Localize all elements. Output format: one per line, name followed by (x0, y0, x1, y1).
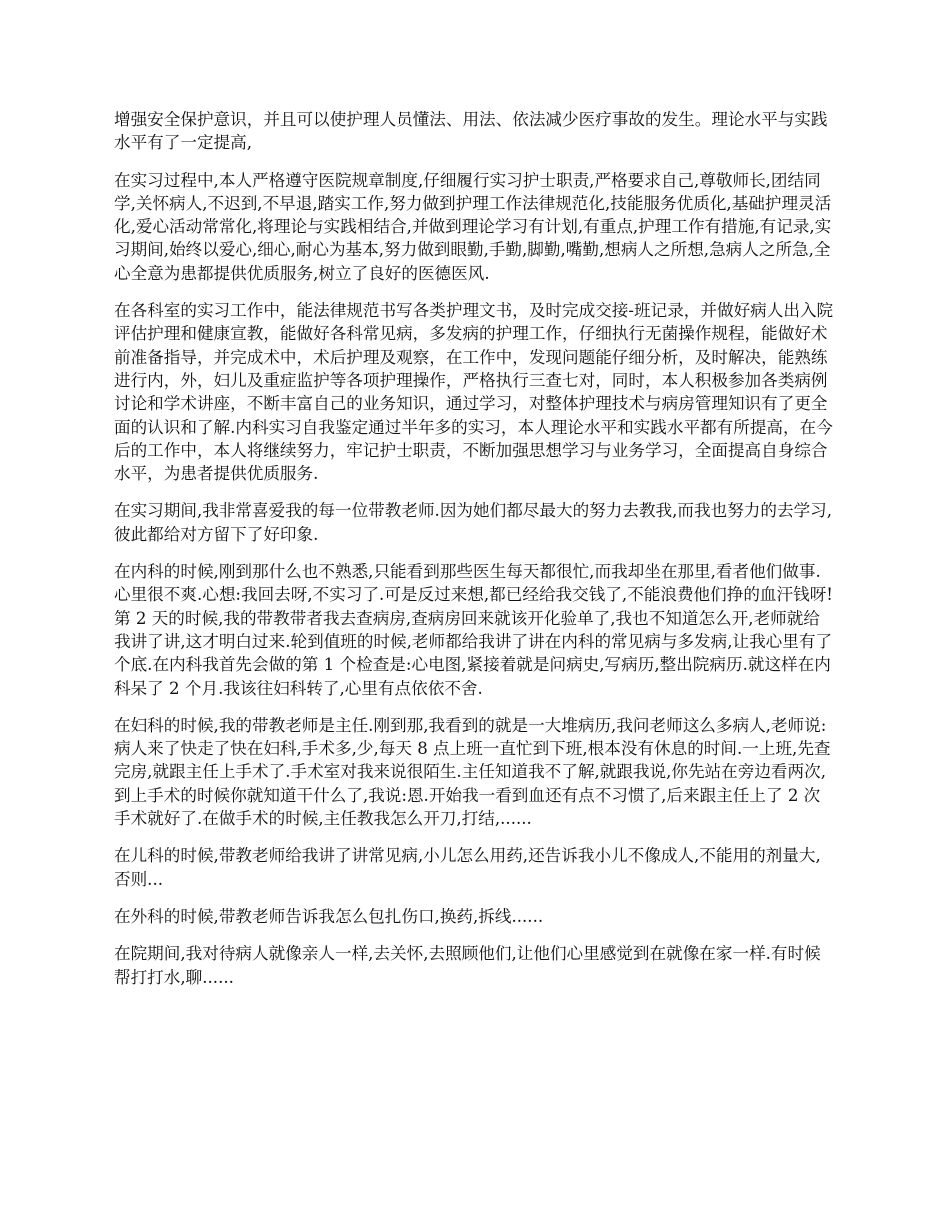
paragraph: 在各科室的实习工作中，能法律规范书写各类护理文书，及时完成交接-班记录，并做好病人出入院评估护理和健康宣教，能做好各科常见病，多发病的护理工作，仔细执行无菌操作规程，能做好术前准备指导，并完成术中，术后护理及观察，在工作中，发现问题能仔细分析，及时解决，能熟练进行内，外，妇儿及重症监护等各项护理操作，严格执行三查七对，同时，本人积极参加各类病例讨论和学术讲座，不断丰富自己的业务知识，通过学习，对整体护理技术与病房管理知识有了更全面的认识和了解.内科实习自我鉴定通过半年多的实习，本人理论水平和实践水平都有所提高，在今后的工作中，本人将继续努力，牢记护士职责，不断加强思想学习与业务学习，全面提高自身综合水平，为患者提供优质服务. (114, 301, 834, 484)
paragraph: 在实习过程中,本人严格遵守医院规章制度,仔细履行实习护士职责,严格要求自己,尊敬师长,团结同学,关怀病人,不迟到,不早退,踏实工作,努力做到护理工作法律规范化,技能服务优质化,基础护理灵活化,爱心活动常常化,将理论与实践相结合,并做到理论学习有计划,有重点,护理工作有措施,有记录,实习期间,始终以爱心,细心,耐心为基本,努力做到眼勤,手勤,脚勤,嘴勤,想病人之所想,急病人之所急,全心全意为患都提供优质服务,树立了良好的医德医风. (114, 170, 832, 283)
paragraph: 在内科的时候,刚到那什么也不熟悉,只能看到那些医生每天都很忙,而我却坐在那里,看者他们做事.心里很不爽.心想:我回去呀,不实习了.可是反过来想,都已经给我交钱了,不能浪费他们挣的血汗钱呀!第 2 天的时候,我的带教带者我去查病房,查病房回来就该开化验单了,我也不知道怎么开,老师就给我讲了讲,这才明白过来.轮到值班的时候,老师都给我讲了讲在内科的常见病与多发病,让我心里有了个底.在内科我首先会做的第 1 个检查是:心电图,紧接着就是问病史,写病历,整出院病历.就这样在内科呆了 2 个月.我该往妇科转了,心里有点依依不舍. (114, 562, 833, 698)
paragraph: 在实习期间,我非常喜爱我的每一位带教老师.因为她们都尽最大的努力去教我,而我也努力的去学习,彼此都给对方留下了好印象. (114, 501, 833, 544)
document-page (114, 108, 836, 1003)
paragraph: 在院期间,我对待病人就像亲人一样,去关怀,去照顾他们,让他们心里感觉到在就像在家一样.有时候帮打打水,聊...... (114, 944, 821, 987)
paragraph: 增强安全保护意识，并且可以使护理人员懂法、用法、依法减少医疗事故的发生。理论水平与实践水平有了一定提高, (114, 110, 828, 153)
paragraph: 在儿科的时候,带教老师给我讲了讲常见病,小儿怎么用药,还告诉我小儿不像成人,不能用的剂量大,否则... (114, 846, 821, 889)
paragraph: 在妇科的时候,我的带教老师是主任.刚到那,我看到的就是一大堆病历,我问老师这么多病人,老师说:病人来了快走了快在妇科,手术多,少,每天 8 点上班一直忙到下班,根本没有休息的时间.一上班,先查完房,就跟主任上手术了.手术室对我来说很陌生.主任知道我不了解,就跟我说,你先站在旁边看两次,到上手术的时候你就知道干什么了,我说:恩.开始我一看到血还有点不习惯了,后来跟主任上了 2 次手术就好了.在做手术的时候,主任教我怎么开刀,打结,...... (114, 715, 831, 829)
paragraph: 在外科的时候,带教老师告诉我怎么包扎伤口,换药,拆线...... (114, 906, 544, 926)
